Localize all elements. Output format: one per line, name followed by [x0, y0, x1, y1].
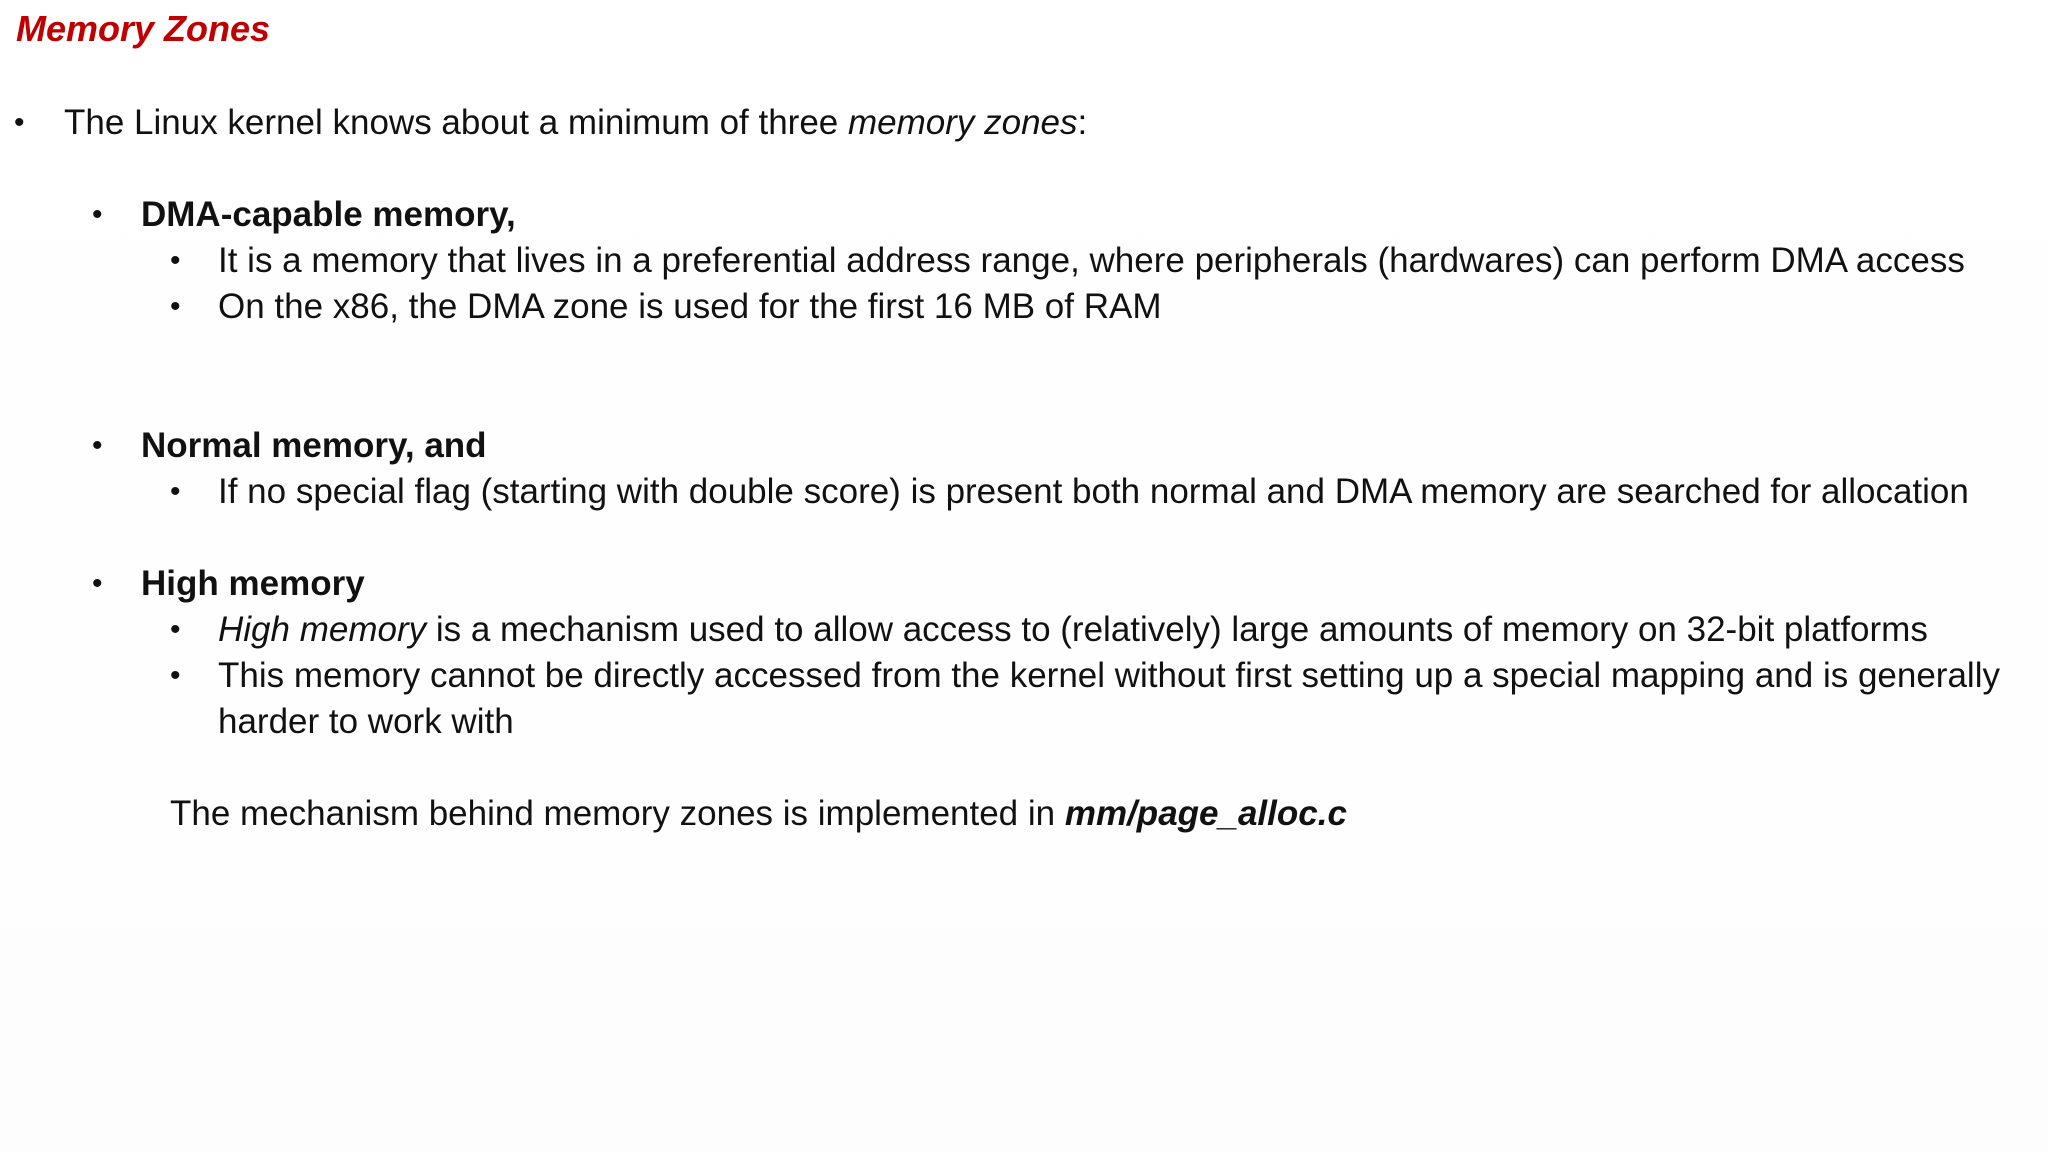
bullet-icon: • [92, 567, 103, 600]
bullet-icon: • [170, 613, 181, 646]
zone-heading-high: High memory [141, 564, 365, 603]
high-memory-emphasis: High memory [218, 610, 427, 649]
slide-title: Memory Zones [16, 8, 271, 49]
zone-point-dma-1: It is a memory that lives in a preferential address range, where peripherals (hardwares) can perform DMA access [218, 241, 1965, 280]
bullet-icon: • [14, 106, 25, 139]
zone-point-high-2-line2: harder to work with [218, 702, 514, 741]
footer-text: The mechanism behind memory zones is implemented in [170, 794, 1065, 833]
bullet-icon: • [92, 429, 103, 462]
zone-point-dma-2: On the x86, the DMA zone is used for the first 16 MB of RAM [218, 287, 1162, 326]
bullet-icon: • [170, 290, 181, 323]
footer-file: mm/page_alloc.c [1064, 794, 1347, 833]
zone-heading-dma: DMA-capable memory, [141, 195, 516, 234]
intro-colon: : [1077, 103, 1088, 142]
zone-point-high-2-line1: This memory cannot be directly accessed from the kernel without first setting up a special mapping and is generally [218, 656, 2000, 695]
intro-emphasis: memory zones [848, 103, 1078, 142]
intro-text: The Linux kernel knows about a minimum of three [64, 103, 848, 142]
bullet-icon: • [170, 659, 181, 692]
zone-point-high-1 [218, 607, 1928, 653]
bullet-icon: • [170, 244, 181, 277]
bullet-icon: • [92, 198, 103, 231]
zone-heading-normal: Normal memory, and [141, 426, 487, 465]
bullet-icon: • [170, 475, 181, 508]
intro-line [64, 100, 1087, 146]
zone-point-normal-1: If no special flag (starting with double score) is present both normal and DMA memory are searched for allocation [218, 472, 1969, 511]
footer-line [170, 791, 1347, 837]
high-memory-text: is a mechanism used to allow access to (relatively) large amounts of memory on 32-bit platforms [426, 610, 1928, 649]
